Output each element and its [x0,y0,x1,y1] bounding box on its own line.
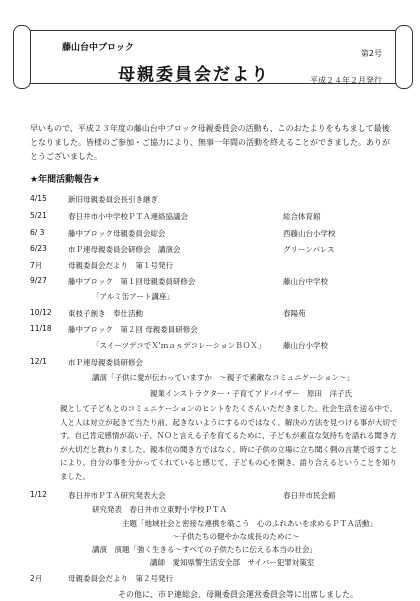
event-date: 12/1 [30,357,47,366]
event-venue: 春日井市民会館 [283,491,336,500]
event-date: 10/12 [30,308,52,317]
lecture-speaker: 親業インストラクター・子育てアドバイザー 原田 洋子氏 [150,389,352,398]
event-venue: 西藤山台小学校 [283,229,336,238]
event-venue: グリーンパレス [283,245,335,254]
event-date: 6/23 [30,244,47,253]
publish-date: 平成２４年２月発行 [310,76,382,85]
event-name: 藤中ブロック 第１回母親委員研修会 [68,277,196,286]
event-date: 5/21 [30,211,47,220]
event-note: 「スイーツデコでＸ'ｍａｓデコレーションＢＯＸ」 [92,341,266,350]
lecture-title: 講演「子供に愛が伝わっていますか ～親子で素敵なコミュニケーション～」 [92,373,354,382]
event-name: 春日井市小中学校ＰＴＡ連絡協議会 [68,212,188,221]
event-date: 11/18 [30,324,52,333]
theme-subline: ～子供たちの健やかな成長のために～ [172,532,300,541]
event-date: 4/15 [30,194,47,203]
event-date: 2月 [30,574,43,583]
event-name: 春日井市ＰＴＡ研究発表大会 [68,491,166,500]
event-date: 6/ 3 [30,228,45,237]
event-name: 東枝子創き 奉仕活動 [68,309,143,318]
event-venue: 藤山台小学校 [283,341,328,350]
theme-line: 主題「地域社会と密接な連携を築こう 心のふれあいを求めるＰＴＡ活動」 [122,519,377,528]
lecturer-line: 講師 愛知県警生活安全部 サイバー犯罪対策室 [150,558,315,567]
event-name: 藤中ブロック母親委員会総会 [68,229,166,238]
lecture-line: 講演 演題「強く生きる～すべての子供たちに伝える本当の社会」 [92,545,317,554]
event-venue: 総合体育館 [283,212,321,221]
event-date: 1/12 [30,490,47,499]
event-venue: 藤山台中学校 [283,277,328,286]
footer-note: その他に、市Ｐ連総会、母親委員会運営委員会等に出席しました。 [118,590,358,599]
event-date: 9/27 [30,276,47,285]
report-paragraph: 親として子どもとのコミュニケーションのヒントをたくさんいただきました。社会生活を送る中で、人と人は対立が起きて当たり前、起きないようにするのではなく、解決の方法を見つける事が大切です。自己肯定感情が高い子、ＮＯと言える子を育てるために、子どもが素直な気持ちを語れる聞き方が大切だと教わりました。親本位の聞き方ではなく、時に子供の立場に立ち聞く側の言葉で返すことにより、自分の事を分かってくれていると感じて、子どもの心を開き、語り合えるということを知りました。 [60,404,398,481]
event-date: 7月 [30,261,43,270]
event-name: 藤中ブロック 第２回 母親委員研修会 [68,325,198,334]
event-note: 「アルミ缶アート講座」 [92,292,174,301]
issue-number: 第2号 [360,49,382,58]
event-name: 母親委員会だより 第１号発行 [68,261,173,270]
section-title: ★年間活動報告★ [30,175,101,185]
page-title: 母親委員会だより [118,65,270,85]
event-name: 新旧母親委員会長引き継ぎ [68,195,158,204]
intro-paragraph: 早いもので、平成２３年度の藤山台中ブロック母親委員会の活動も、このおたよりをもちまして最後となりました。皆様のご参加・ご協力により、無事一年間の活動を終えることができました。ありがとうございました。 [30,124,390,161]
block-name: 藤山台中ブロック [62,43,134,53]
event-name: 市Ｐ連母親委員研修会 [68,358,143,367]
event-name: 市Ｐ連母親委員会研修会 講演会 [68,245,181,254]
research-line: 研究発表 春日井市立東野小学校ＰＴＡ [92,505,227,514]
event-venue: 春陽苑 [283,309,306,318]
event-name: 母親委員会だより 第２号発行 [68,574,173,583]
